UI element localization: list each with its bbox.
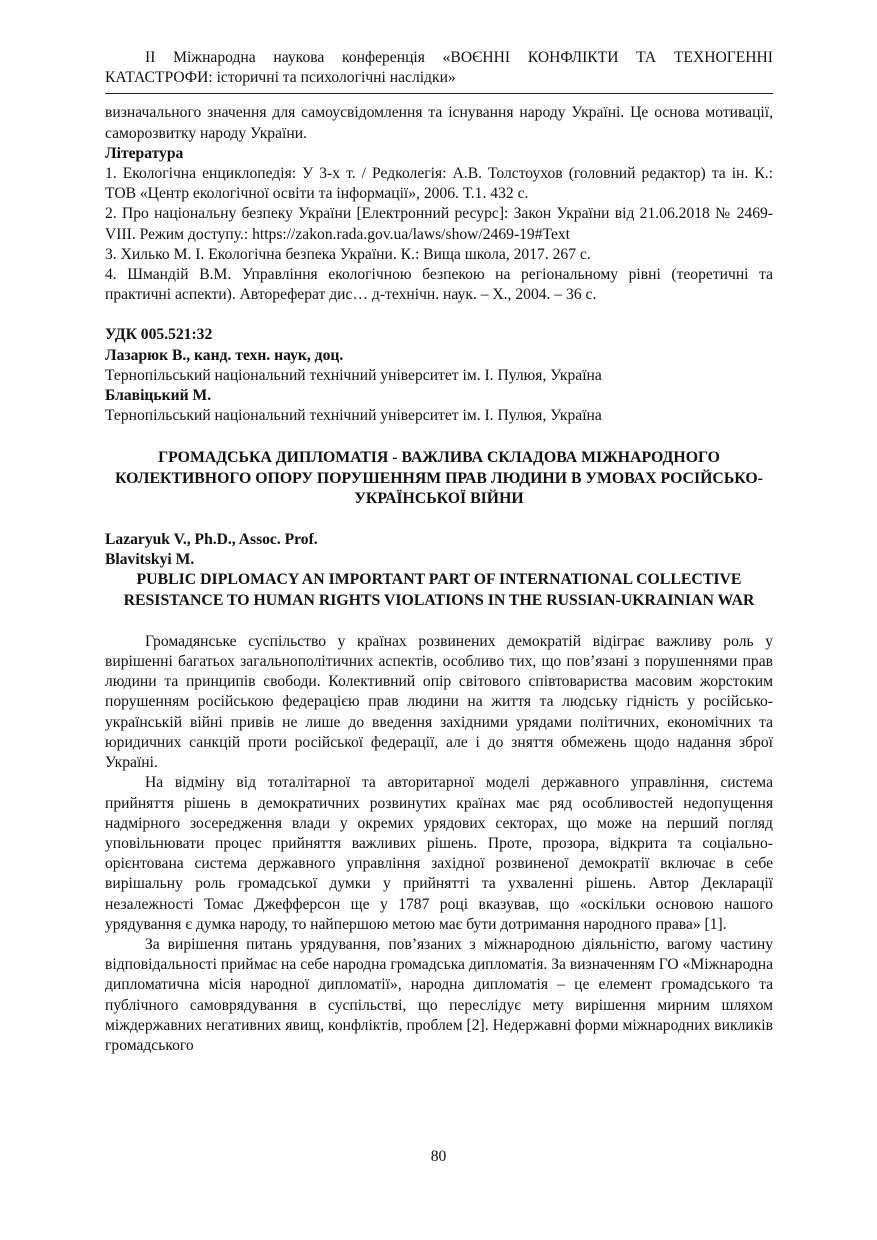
body-paragraph: На відміну від тоталітарної та авторитарної моделі державного управління, система прийняття рішень в демократичних розвинутих країнах має ряд особливостей недопущення надмірного зосередження влади у окремих урядових секторах, що може на перший погляд уповільнювати процес прийняття важливих рішень. Проте, прозора, відкрита та соціально-орієнтована система державного управління західної розвиненої демократії включає в себе вирішальну роль громадської думки у прийнятті та ухваленні рішень. Автор Декларації незалежності Томас Джефферсон ще у 1787 році вказував, що «оскільки основою нашого урядування є думка народу, то найпершою метою має бути дотримання народного права» [1]. xyxy=(105,774,773,933)
reference-item: 1. Екологічна енциклопедія: У 3-х т. / Редколегія: А.В. Толстоухов (головний редактор) та ін. К.: ТОВ «Центр екологічної освіти та інформації», 2006. Т.1. 432 с. xyxy=(105,165,773,203)
reference-item: 3. Хилько М. І. Екологічна безпека України. К.: Вища школа, 2017. 267 с. xyxy=(105,245,591,263)
page-content xyxy=(105,48,773,1056)
article-title-en: PUBLIC DIPLOMACY AN IMPORTANT PART OF INTERNATIONAL COLLECTIVE RESISTANCE TO HUMAN RIGHTS VIOLATIONS IN THE RUSSIAN-UKRAINIAN WAR xyxy=(123,571,755,609)
author-name-en: Lazaryuk V., Ph.D., Assoc. Prof. xyxy=(105,531,318,549)
author-name: Лазарюк В., канд. техн. наук, доц. xyxy=(105,346,344,364)
udk-code: УДК 005.521:32 xyxy=(105,326,213,344)
reference-item: 2. Про національну безпеку України [Електронний ресурс]: Закон України від 21.06.2018 № 2469-VIII. Режим доступу.: https://zakon.rada.gov.ua/laws/show/2469-19#Text xyxy=(105,205,773,243)
running-header: II Міжнародна наукова конференція «ВОЄННІ КОНФЛІКТИ ТА ТЕХНОГЕННІ КАТАСТРОФИ: історичні та психологічні наслідки» xyxy=(105,49,773,87)
author-affiliation: Тернопільський національний технічний університет ім. І. Пулюя, Україна xyxy=(105,407,602,425)
body-paragraph: Громадянське суспільство у країнах розвинених демократій відіграє важливу роль у вирішенні багатьох загальнополітичних аспектів, особливо тих, що пов’язані з порушеннями прав людини та принципів свободи. Колективний опір світового співтовариства масовим жорстоким порушенням російською федерацією прав людини на життя та людську гідність у російсько-українській війні привів не лише до введення західними урядами політичних, економічних та юридичних санкцій проти російської федерації, але і до зняття обмежень щодо надання зброї Україні. xyxy=(105,632,773,772)
references-list xyxy=(105,164,773,305)
prev-article-tail: визначального значення для самоусвідомлення та існування народу Україні. Це основа мотивації, саморозвитку народу України. xyxy=(105,104,773,142)
article-title-ua: ГРОМАДСЬКА ДИПЛОМАТІЯ - ВАЖЛИВА СКЛАДОВА МІЖНАРОДНОГО КОЛЕКТИВНОГО ОПОРУ ПОРУШЕННЯМ ПРАВ ЛЮДИНИ В УМОВАХ РОСІЙСЬКО-УКРАЇНСЬКОЇ ВІЙНИ xyxy=(115,449,763,507)
page-number: 80 xyxy=(430,1148,447,1165)
author-name: Блавіцький М. xyxy=(105,387,212,405)
header-divider xyxy=(105,93,773,94)
reference-item: 4. Шмандій В.М. Управління екологічною безпекою на регіональному рівні (теоретичні та практичні аспекти). Автореферат дис… д-технічн. наук. – Х., 2004. – 36 с. xyxy=(105,266,773,304)
author-affiliation: Тернопільський національний технічний університет ім. І. Пулюя, Україна xyxy=(105,366,602,384)
references-title: Література xyxy=(105,144,184,162)
body-paragraph: За вирішення питань урядування, пов’язаних з міжнародною діяльністю, вагому частину відповідальності приймає на себе народна громадська дипломатія. За визначенням ГО «Міжнародна дипломатична місія народної дипломатії», народна дипломатія – це елемент громадського та публічного самоврядування в суспільстві, що переслідує мету вирішення мирним шляхом міждержавних негативних явищ, конфліктів, проблем [2]. Недержавні форми міжнародних викликів громадського xyxy=(105,935,773,1054)
authors-en xyxy=(105,530,773,570)
article-body xyxy=(105,632,773,1056)
author-name-en: Blavitskyi M. xyxy=(105,551,195,569)
